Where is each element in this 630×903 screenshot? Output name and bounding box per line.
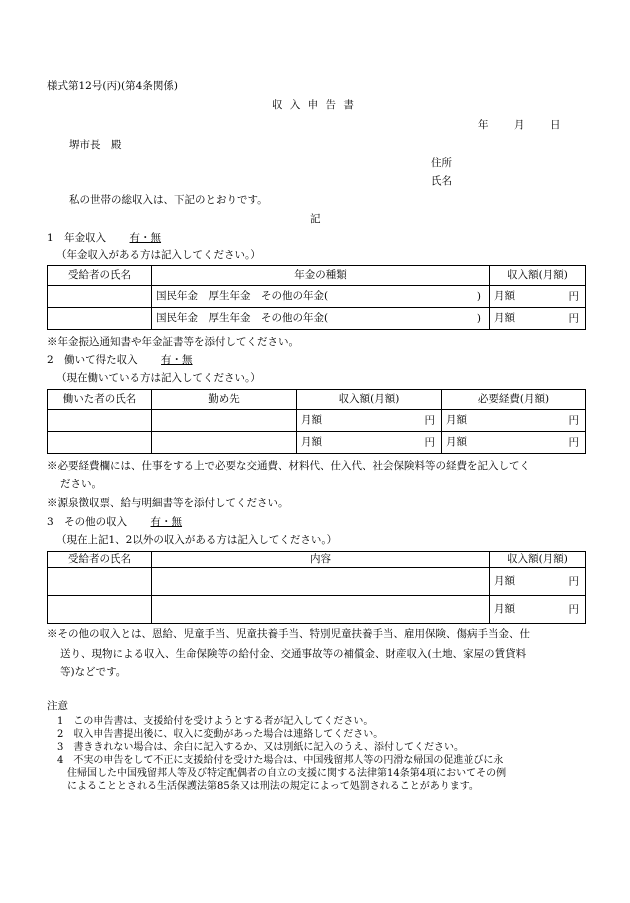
caution-item-4-line-3: によることとされる生活保護法第85条又は刑法の規定によって処罰されることがあります。 (67, 781, 479, 792)
col-worker-name: 働いた者の氏名 (48, 390, 152, 410)
section1-choice: 有・無 (129, 232, 162, 244)
amount-prefix: 月額 (494, 312, 515, 325)
monthly-amount-cell[interactable] (490, 596, 586, 624)
employment-table (47, 389, 586, 454)
yen-label: 円 (424, 414, 435, 427)
amount-prefix: 月額 (494, 575, 515, 588)
section2-choice: 有・無 (161, 354, 193, 366)
col-pension-type: 年金の種類 (152, 266, 490, 286)
caution-item-4-line-1: 4 不実の申告をして不正に支援給付を受けた場合は、中国残留邦人等の円滑な帰国の促進並びに永 (57, 755, 504, 766)
worker-name-cell[interactable] (48, 432, 152, 454)
recipient-name-cell[interactable] (48, 596, 152, 624)
table-header-row (48, 390, 586, 410)
intro-text: 私の世帯の総収入は、下記のとおりです。 (69, 194, 268, 206)
section3-note-line-1: ※その他の収入とは、恩給、児童手当、児童扶養手当、特別児童扶養手当、雇用保険、傷病手当金、仕 (47, 628, 530, 640)
section3-instruction: （現在上記1、2以外の収入がある方は記入してください。） (56, 534, 338, 546)
col-recipient-name: 受給者の氏名 (48, 552, 152, 568)
worker-name-cell[interactable] (48, 410, 152, 432)
col-monthly-income: 収入額(月額) (490, 266, 586, 286)
content-cell[interactable] (152, 596, 490, 624)
section3-choice: 有・無 (150, 516, 183, 528)
addressee: 堺市長 殿 (69, 139, 122, 151)
section3-note-line-2: 送り、現物による収入、生命保険等の給付金、交通事故等の補償金、財産収入(土地、家屋の賃貸料 (60, 648, 527, 660)
col-employer: 勤め先 (152, 390, 297, 410)
monthly-income-cell[interactable] (297, 410, 442, 432)
table-row (48, 432, 586, 454)
pension-type-cell[interactable] (152, 308, 490, 330)
amount-prefix: 月額 (301, 414, 322, 427)
section2-instruction: （現在働いている方は記入してください。） (56, 372, 261, 384)
date-day: 日 (550, 119, 561, 131)
table-row (48, 286, 586, 308)
recipient-name-cell[interactable] (48, 308, 152, 330)
name-label: 氏名 (431, 175, 452, 187)
paren-close: ) (476, 312, 481, 325)
yen-label: 円 (568, 436, 579, 449)
recipient-name-cell[interactable] (48, 568, 152, 596)
section3-note-line-3: 等)などです。 (60, 666, 127, 678)
section1-note: ※年金振込通知書や年金証書等を添付してください。 (47, 336, 299, 348)
caution-item-3: 3 書ききれない場合は、余白に記入するか、又は別紙に記入のうえ、添付してください。 (57, 742, 464, 753)
caution-list (57, 716, 506, 794)
expenses-cell[interactable] (442, 432, 586, 454)
monthly-amount-cell[interactable] (490, 308, 586, 330)
other-income-table (47, 551, 586, 624)
caution-item-2: 2 収入申告書提出後に、収入に変動があった場合は連絡してください。 (57, 729, 384, 740)
date-month: 月 (514, 119, 525, 131)
section3-title: 3 その他の収入 (47, 516, 128, 528)
recipient-name-cell[interactable] (48, 286, 152, 308)
amount-prefix: 月額 (494, 290, 515, 303)
col-expenses: 必要経費(月額) (442, 390, 586, 410)
expenses-cell[interactable] (442, 410, 586, 432)
monthly-amount-cell[interactable] (490, 286, 586, 308)
pension-type-options: 国民年金 厚生年金 その他の年金( (156, 312, 329, 325)
form-code: 様式第12号(丙)(第4条関係) (47, 80, 178, 92)
table-row (48, 410, 586, 432)
table-header-row (48, 552, 586, 568)
col-recipient-name: 受給者の氏名 (48, 266, 152, 286)
table-header-row (48, 266, 586, 286)
pension-type-cell[interactable] (152, 286, 490, 308)
pension-table (47, 265, 586, 330)
yen-label: 円 (568, 603, 579, 616)
employer-cell[interactable] (152, 410, 297, 432)
yen-label: 円 (424, 436, 435, 449)
section2-note-1-line-2: ださい。 (60, 478, 102, 490)
amount-prefix: 月額 (446, 414, 467, 427)
table-row (48, 308, 586, 330)
date-year: 年 (478, 119, 489, 131)
monthly-income-cell[interactable] (297, 432, 442, 454)
address-label: 住所 (431, 157, 452, 169)
content-cell[interactable] (152, 568, 490, 596)
yen-label: 円 (568, 414, 579, 427)
table-row (48, 568, 586, 596)
section1-title: 1 年金収入 (47, 232, 107, 244)
col-content: 内容 (152, 552, 490, 568)
col-monthly-income: 収入額(月額) (490, 552, 586, 568)
monthly-amount-cell[interactable] (490, 568, 586, 596)
amount-prefix: 月額 (494, 603, 515, 616)
yen-label: 円 (568, 290, 579, 303)
section2-note-1-line-1: ※必要経費欄には、仕事をする上で必要な交通費、材料代、仕入代、社会保険料等の経費を記入してく (47, 460, 530, 472)
amount-prefix: 月額 (301, 436, 322, 449)
caution-item-4-line-2: 住帰国した中国残留邦人等及び特定配偶者の自立の支援に関する法律第14条第4項においてその例 (67, 768, 507, 779)
col-monthly-income: 収入額(月額) (297, 390, 442, 410)
yen-label: 円 (568, 575, 579, 588)
section3-heading (47, 516, 182, 529)
table-row (48, 596, 586, 624)
amount-prefix: 月額 (446, 436, 467, 449)
section1-instruction: （年金収入がある方は記入してください。） (56, 249, 261, 261)
paren-close: ) (476, 290, 481, 303)
yen-label: 円 (568, 312, 579, 325)
section2-title: 2 働いて得た収入 (47, 354, 138, 366)
employer-cell[interactable] (152, 432, 297, 454)
section2-heading (47, 354, 193, 367)
section1-heading (47, 232, 161, 245)
pension-type-options: 国民年金 厚生年金 その他の年金( (156, 290, 329, 303)
caution-item-1: 1 この申告書は、支援給付を受けようとする者が記入してください。 (57, 716, 374, 727)
ki-label: 記 (310, 213, 321, 225)
page-title: 収 入 申 告 書 (272, 99, 356, 111)
section2-note-2: ※源泉徴収票、給与明細書等を添付してください。 (47, 497, 289, 509)
caution-heading: 注意 (47, 700, 68, 712)
